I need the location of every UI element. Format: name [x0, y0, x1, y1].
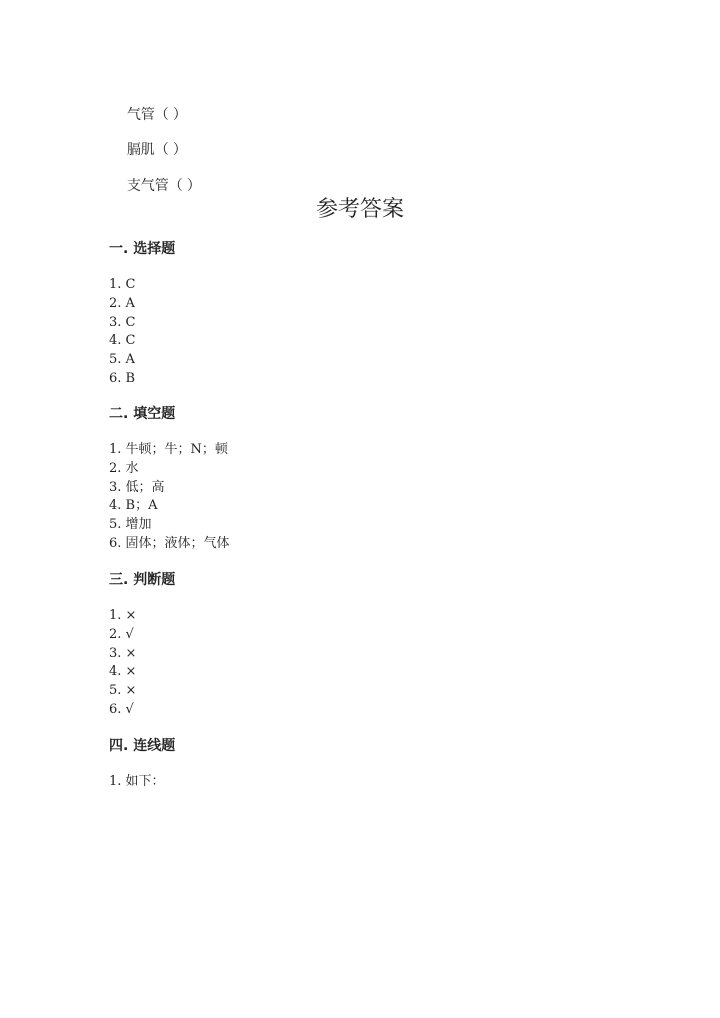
answer-list-fill [109, 441, 230, 554]
answer-item: 6. B [109, 370, 136, 386]
answer-item: 5. × [109, 683, 137, 699]
answer-item: 1. 牛顿；牛；N；顿 [109, 442, 228, 457]
section-heading-fill: 二. 填空题 [109, 406, 176, 422]
answer-item: 3. 低；高 [109, 479, 165, 495]
question-close-paren: ） [172, 142, 187, 158]
answer-list-choice [109, 276, 135, 389]
answer-item: 3. C [109, 314, 136, 330]
answer-item: 2. A [109, 295, 135, 311]
answer-item: 5. 增加 [109, 517, 152, 533]
answer-item: 1. 如下： [109, 774, 165, 789]
answer-list-judge [109, 607, 136, 720]
answer-list-matching [109, 773, 165, 792]
section-heading-choice: 一. 选择题 [109, 241, 176, 257]
answer-item: 4. B；A [109, 498, 158, 514]
question-close-paren: ） [172, 107, 187, 123]
question-label: 气管（ [126, 107, 169, 123]
answer-item: 4. C [109, 333, 136, 349]
question-label: 支气管（ [126, 178, 183, 194]
section-heading-matching: 四. 连线题 [109, 738, 176, 754]
section-heading-judge: 三. 判断题 [109, 572, 176, 588]
answer-item: 6. √ [109, 701, 134, 717]
answer-item: 2. 水 [109, 460, 139, 476]
answer-title: 参考答案 [315, 197, 404, 222]
question-label: 膈肌（ [126, 142, 169, 158]
answer-item: 6. 固体；液体；气体 [109, 535, 230, 551]
answer-item: 2. √ [109, 626, 134, 642]
answer-item: 4. × [109, 664, 137, 680]
answer-item: 5. A [109, 352, 135, 368]
answer-item: 1. C [109, 277, 136, 292]
answer-item: 3. × [109, 645, 137, 661]
answer-item: 1. × [109, 608, 137, 623]
question-close-paren: ） [186, 178, 201, 194]
